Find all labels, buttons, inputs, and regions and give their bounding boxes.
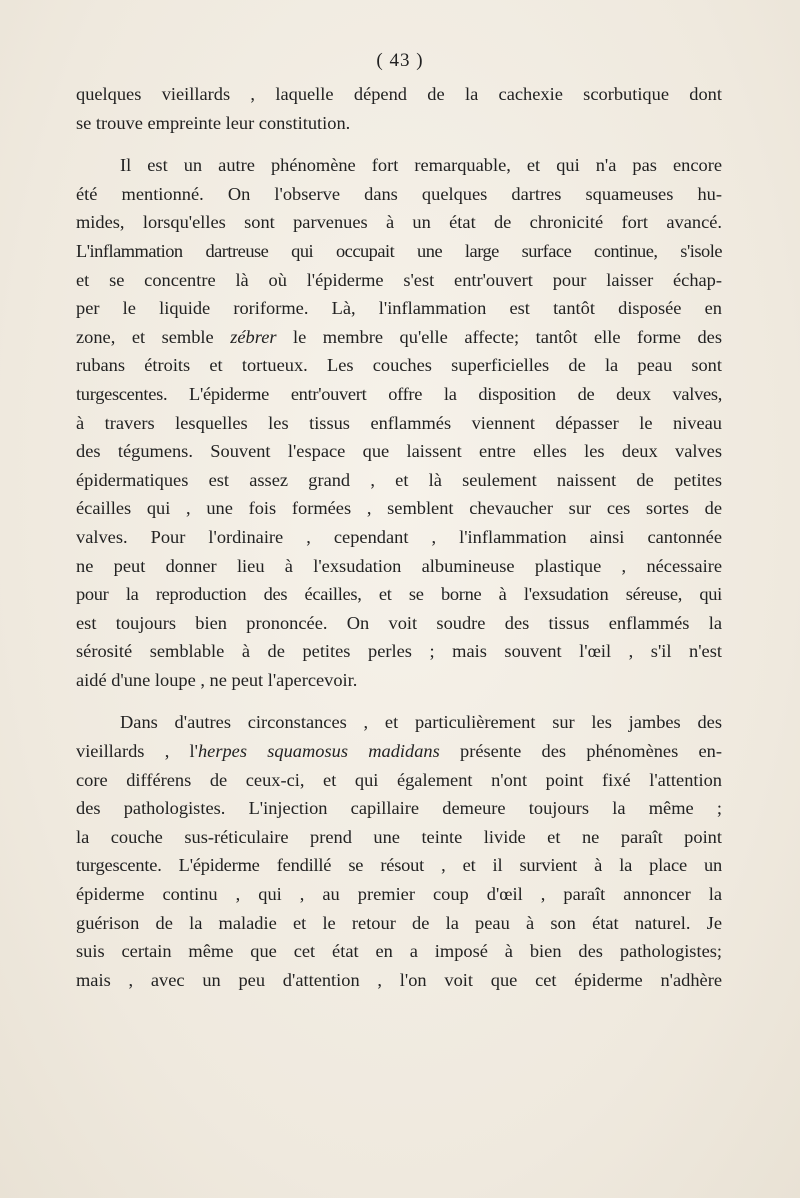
text-line: été mentionné. On l'observe dans quelques dartres squameuses hu- (76, 183, 722, 204)
text-line: quelques vieillards , laquelle dépend de la cachexie scorbutique dont (76, 84, 722, 104)
italic-word: zébrer (230, 326, 277, 347)
text-line: valves. Pour l'ordinaire , cependant , l'inflammation ainsi cantonnée (76, 526, 722, 547)
text-line: se trouve empreinte leur constitution. (76, 112, 351, 133)
paragraph-1 (76, 80, 722, 137)
text-line (76, 737, 722, 766)
text-line: Il est un autre phénomène fort remarquable, et qui n'a pas encore (120, 155, 722, 176)
text-line: la couche sus-réticulaire prend une teinte livide et ne paraît point (76, 826, 722, 847)
text-line: Dans d'autres circonstances , et particulièrement sur les jambes des (120, 712, 722, 733)
text-line: mides, lorsqu'elles sont parvenues à un état de chronicité fort avancé. (76, 212, 722, 233)
text-line: et se concentre là où l'épiderme s'est entr'ouvert pour laisser échap- (76, 269, 722, 290)
text-line: est toujours bien prononcée. On voit soudre des tissus enflammés la (76, 612, 722, 633)
text-fragment: zone, et semble (76, 326, 231, 347)
text-line: mais , avec un peu d'attention , l'on voit que cet épiderme n'adhère (76, 969, 722, 990)
text-line: rubans étroits et tortueux. Les couches superficielles de la peau sont (76, 355, 722, 376)
text-fragment: vieillards , l' (76, 741, 198, 762)
text-line: L'inflammation dartreuse qui occupait une large surface continue, s'isole (76, 240, 722, 261)
page-number: ( 43 ) (376, 50, 424, 71)
text-line: ne peut donner lieu à l'exsudation albumineuse plastique , nécessaire (76, 555, 722, 576)
italic-phrase: herpes squamosus madidans (197, 741, 440, 762)
text-line: sérosité semblable à de petites perles ; mais souvent l'œil , s'il n'est (76, 641, 722, 662)
text-line: pour la reproduction des écailles, et se borne à l'exsudation séreuse, qui (76, 584, 722, 605)
text-fragment: le membre qu'elle affecte; tantôt elle forme des (276, 326, 722, 347)
text-line: des pathologistes. L'injection capillaire demeure toujours la même ; (76, 798, 722, 819)
body-text (76, 80, 722, 994)
text-line: per le liquide roriforme. Là, l'inflammation est tantôt disposée en (76, 298, 722, 319)
text-line: suis certain même que cet état en a imposé à bien des pathologistes; (76, 941, 722, 962)
text-line: turgescentes. L'épiderme entr'ouvert offre la disposition de deux valves, (76, 383, 722, 404)
text-line: des tégumens. Souvent l'espace que laissent entre elles les deux valves (76, 441, 722, 462)
text-line: à travers lesquelles les tissus enflammés viennent dépasser le niveau (76, 412, 722, 433)
text-line: turgescente. L'épiderme fendillé se résout , et il survient à la place un (76, 855, 722, 876)
text-line: épidermatiques est assez grand , et là seulement naissent de petites (76, 469, 722, 490)
paragraph-2 (76, 151, 722, 694)
text-line: aidé d'une loupe , ne peut l'apercevoir. (76, 669, 358, 690)
text-line: guérison de la maladie et le retour de la peau à son état naturel. Je (76, 912, 722, 933)
text-fragment: présente des phénomènes en- (439, 741, 722, 762)
text-line: épiderme continu , qui , au premier coup d'œil , paraît annoncer la (76, 884, 722, 905)
text-line: écailles qui , une fois formées , semblent chevaucher sur ces sortes de (76, 498, 722, 519)
paragraph-3 (76, 708, 722, 994)
text-line (76, 323, 722, 352)
text-line: core différens de ceux-ci, et qui également n'ont point fixé l'attention (76, 769, 722, 790)
